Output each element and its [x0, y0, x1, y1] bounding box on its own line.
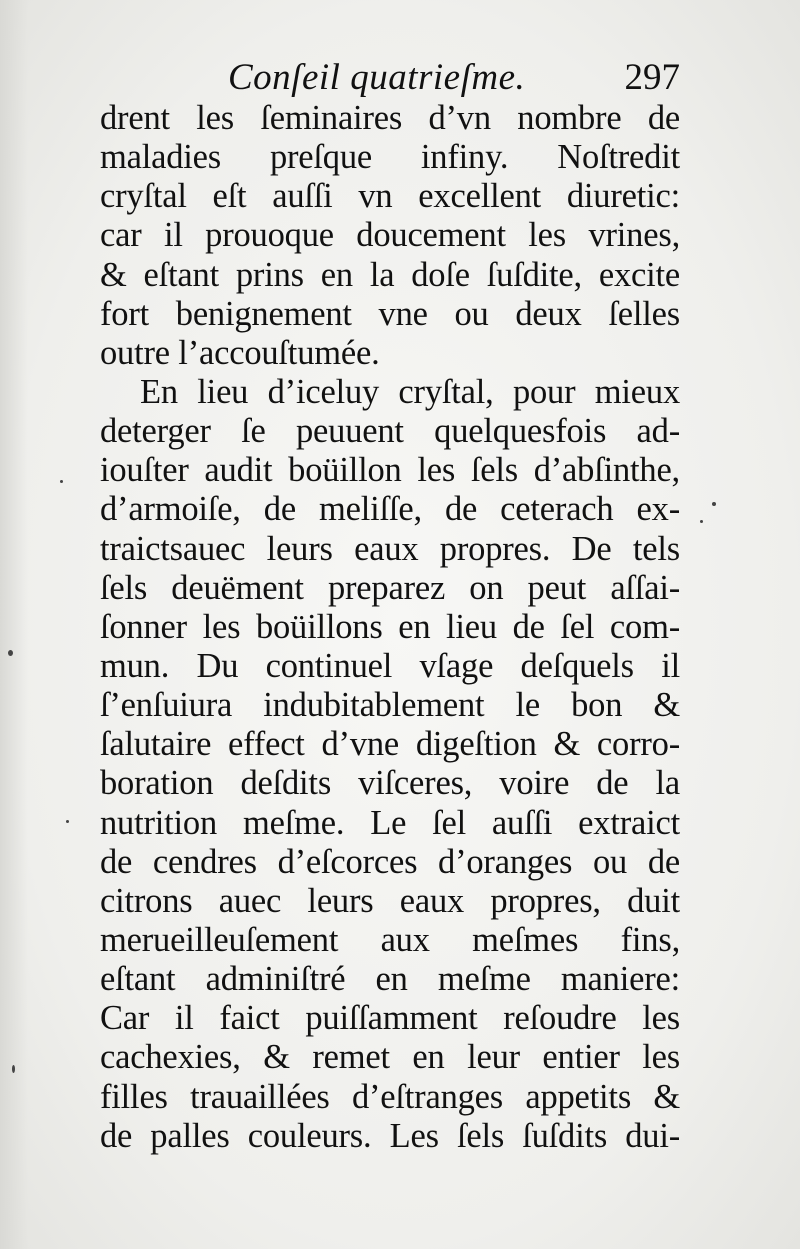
text-line: En lieu d’iceluy cryſtal, pour mieux [140, 372, 680, 411]
text-line: outre l’accouſtumée. [100, 333, 380, 372]
page-number: 297 [624, 57, 680, 98]
ink-speck [712, 502, 716, 506]
text-line: traictsauec leurs eaux propres. De tels [100, 529, 680, 568]
ink-speck [12, 1065, 15, 1073]
text-line: boration deſdits viſceres, voire de la [100, 764, 680, 803]
ink-speck [700, 520, 703, 523]
text-line: fort benignement vne ou deux ſelles [100, 294, 680, 333]
text-line: nutrition meſme. Le ſel auſſi extraict [100, 803, 680, 842]
page-header [100, 52, 680, 102]
text-line: ſalutaire effect d’vne digeſtion & corro- [100, 725, 680, 764]
text-line: maladies preſque infiny. Noſtredit [100, 138, 680, 177]
text-line: & eſtant prins en la doſe ſuſdite, excite [100, 255, 680, 294]
text-line: citrons auec leurs eaux propres, duit [100, 881, 680, 920]
page-gutter-shadow [0, 0, 28, 1249]
text-line: drent les ſeminaires d’vn nombre de [100, 99, 680, 137]
text-line: ſels deuëment preparez on peut aſſai- [100, 568, 680, 607]
text-line: cachexies, & remet en leur entier les [100, 1038, 680, 1077]
running-title: Conſeil quatrieſme. [228, 57, 526, 98]
body-text [100, 99, 680, 1156]
text-line: ſ’enſuiura indubitablement le bon & [100, 686, 680, 725]
text-line: mun. Du continuel vſage deſquels il [100, 646, 680, 685]
text-line: merueilleuſement aux meſmes fins, [100, 920, 680, 959]
text-line: filles trauaillées d’eſtranges appetits & [100, 1077, 680, 1116]
text-line: de cendres d’eſcorces d’oranges ou de [100, 842, 680, 881]
text-line: eſtant adminiſtré en meſme maniere: [100, 960, 680, 999]
text-line: deterger ſe peuuent quelquesfois ad- [100, 412, 680, 451]
text-line: cryſtal eſt auſſi vn excellent diuretic: [100, 177, 680, 216]
ink-speck [60, 480, 63, 483]
ink-speck [66, 820, 69, 823]
text-line: d’armoiſe, de meliſſe, de ceterach ex- [100, 490, 680, 529]
text-line: iouſter audit boüillon les ſels d’abſinthe, [100, 451, 680, 490]
text-line: de palles couleurs. Les ſels ſuſdits dui- [100, 1116, 680, 1155]
text-line: Car il faict puiſſamment reſoudre les [100, 999, 680, 1038]
text-line: ſonner les boüillons en lieu de ſel com- [100, 607, 680, 646]
ink-speck [8, 650, 13, 656]
text-line: car il prouoque doucement les vrines, [100, 216, 680, 255]
